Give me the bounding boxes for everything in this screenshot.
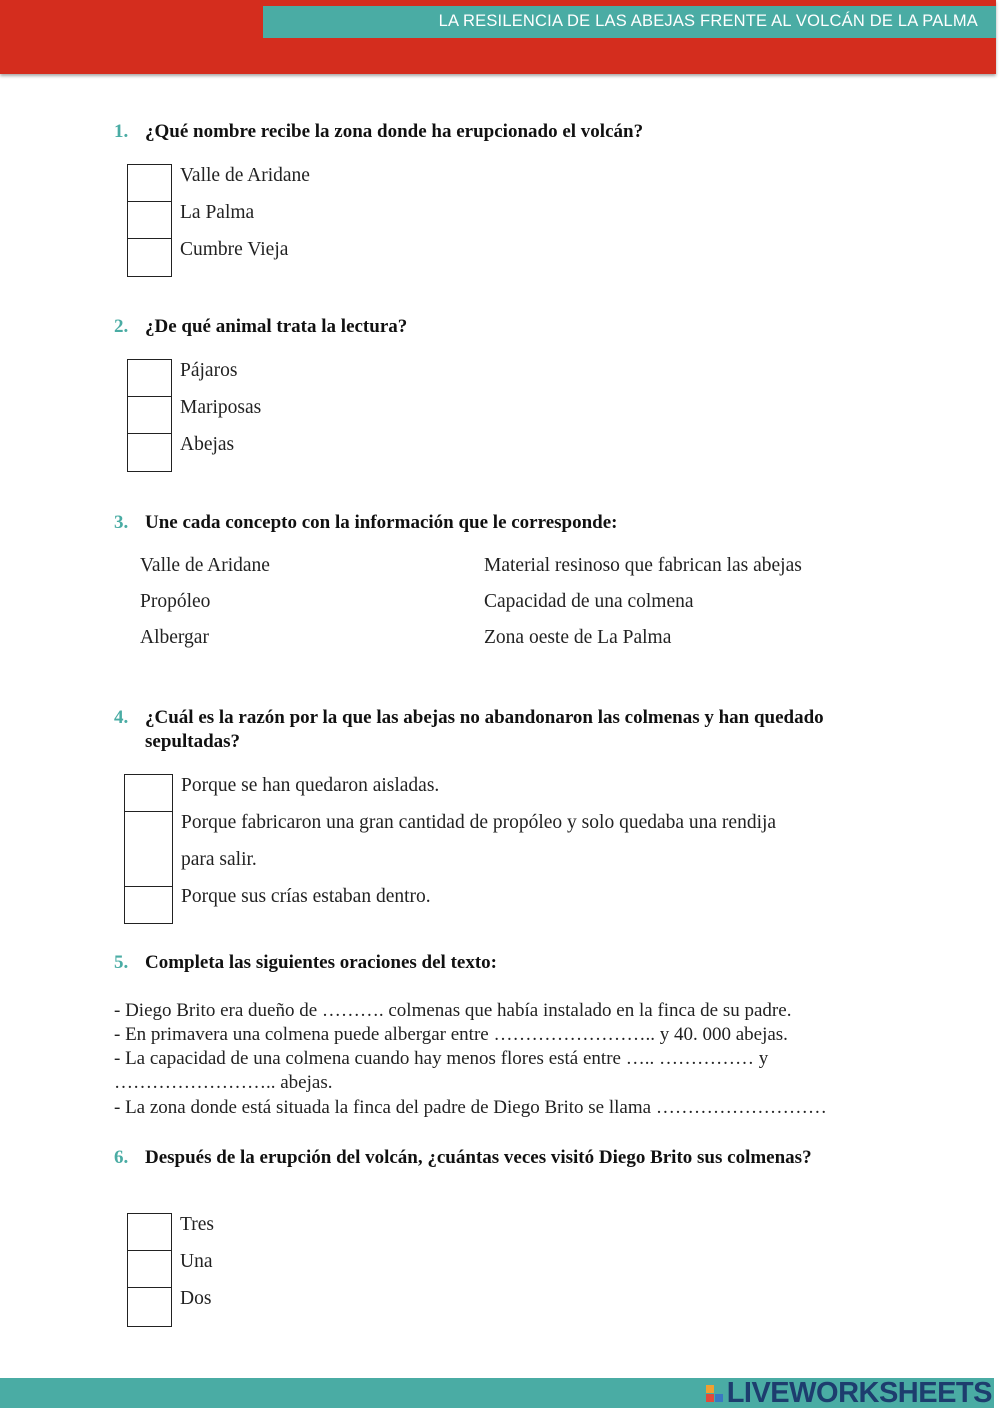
question-number: 2. (114, 316, 129, 337)
answer-checkbox[interactable] (127, 1213, 172, 1251)
answer-checkbox[interactable] (127, 238, 172, 277)
option-label: Porque sus crías estaban dentro. (181, 886, 431, 907)
question-5 (114, 951, 497, 975)
answer-checkbox[interactable] (127, 433, 172, 472)
match-definition[interactable]: Zona oeste de La Palma (484, 627, 672, 648)
option-label: Porque fabricaron una gran cantidad de propóleo y solo quedaba una rendija (181, 812, 777, 833)
match-definition[interactable]: Material resinoso que fabrican las abejas (484, 555, 802, 576)
logo-square (706, 1385, 714, 1393)
match-definition[interactable]: Capacidad de una colmena (484, 591, 694, 612)
logo-square (715, 1394, 723, 1402)
question-number: 4. (114, 707, 129, 728)
question-number: 5. (114, 952, 129, 973)
question-2 (114, 315, 407, 339)
match-concept[interactable]: Albergar (140, 627, 209, 648)
question-text: ¿Qué nombre recibe la zona donde ha erupcionado el volcán? (145, 121, 644, 142)
fill-sentence[interactable]: …………………….. abejas. (114, 1072, 333, 1093)
question-number: 6. (114, 1147, 129, 1168)
option-label: para salir. (181, 849, 257, 870)
logo-square (715, 1385, 723, 1393)
answer-checkbox[interactable] (124, 811, 173, 887)
question-1 (114, 120, 643, 144)
question-number: 3. (114, 512, 129, 533)
answer-checkbox[interactable] (127, 1250, 172, 1288)
fill-sentence[interactable]: - En primavera una colmena puede albergar entre …………………….. y 40. 000 abejas. (114, 1024, 788, 1045)
option-label: Pájaros (180, 360, 238, 381)
option-label: La Palma (180, 202, 255, 223)
fill-sentence[interactable]: - La zona donde está situada la finca del padre de Diego Brito se llama ……………………… (114, 1097, 827, 1118)
fill-sentence[interactable]: - Diego Brito era dueño de ………. colmenas que había instalado en la finca de su padre. (114, 1000, 792, 1021)
answer-checkbox[interactable] (127, 201, 172, 239)
answer-checkbox[interactable] (124, 886, 173, 924)
question-3 (114, 511, 618, 535)
match-concept[interactable]: Propóleo (140, 591, 211, 612)
answer-checkbox[interactable] (127, 1287, 172, 1327)
page-title: LA RESILENCIA DE LAS ABEJAS FRENTE AL VOLCÁN DE LA PALMA (438, 12, 978, 30)
fill-sentence[interactable]: - La capacidad de una colmena cuando hay menos flores está entre ….. …………… y (114, 1048, 769, 1069)
option-label: Tres (180, 1214, 214, 1235)
option-label: Una (180, 1251, 213, 1272)
question-6 (114, 1146, 812, 1170)
option-label: Dos (180, 1288, 212, 1309)
question-4 (114, 706, 894, 754)
question-text: Después de la erupción del volcán, ¿cuántas veces visitó Diego Brito sus colmenas? (145, 1147, 812, 1168)
logo-text: LIVEWORKSHEETS (726, 1377, 992, 1409)
answer-checkbox[interactable] (127, 396, 172, 434)
match-concept[interactable]: Valle de Aridane (140, 555, 270, 576)
answer-checkbox[interactable] (124, 774, 173, 812)
question-text: Une cada concepto con la información que le corresponde: (145, 512, 618, 533)
header-title-band (263, 6, 996, 38)
option-label: Mariposas (180, 397, 262, 418)
question-text: ¿Cuál es la razón por la que las abejas no abandonaron las colmenas y han quedado sepultadas? (145, 707, 824, 752)
option-label: Abejas (180, 434, 235, 455)
option-label: Valle de Aridane (180, 165, 310, 186)
logo-square (706, 1394, 714, 1402)
answer-checkbox[interactable] (127, 359, 172, 397)
answer-checkbox[interactable] (127, 164, 172, 202)
question-text: ¿De qué animal trata la lectura? (145, 316, 408, 337)
liveworksheets-logo (706, 1378, 992, 1408)
option-label: Porque se han quedaron aisladas. (181, 775, 440, 796)
question-number: 1. (114, 121, 129, 142)
option-label: Cumbre Vieja (180, 239, 289, 260)
question-text: Completa las siguientes oraciones del texto: (145, 952, 497, 973)
logo-icon (706, 1385, 723, 1402)
